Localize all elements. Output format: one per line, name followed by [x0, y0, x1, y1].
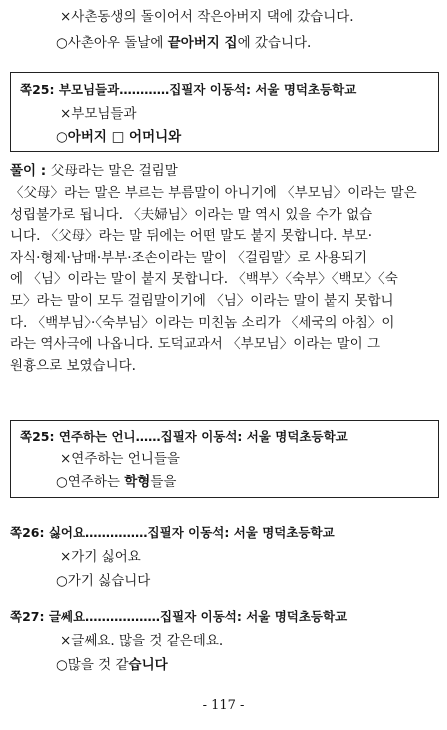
entry-2-right-bold: 학형 [124, 474, 151, 490]
entry-2-right-post: 들을 [150, 474, 177, 490]
top-right-bold: 끝아버지 집 [167, 35, 238, 51]
entry-4-heading: 쪽27: 글쎄요………………집필자 이동석: 서울 명덕초등학교 [10, 609, 348, 624]
entry-4-right-pre: ○많을 것 같 [56, 657, 129, 673]
explanation-row: 니다. 〈父母〉라는 말 뒤에는 어떤 말도 붙지 못합니다. 부모· [10, 228, 373, 245]
entry-2-heading: 쪽25: 연주하는 언니……집필자 이동석: 서울 명덕초등학교 [20, 429, 348, 444]
entry-1-right: ○아버지 □ 어머니와 [56, 129, 182, 145]
entry-4-right [56, 656, 168, 674]
top-right-post: 에 갔습니다. [237, 35, 312, 51]
entry-1-heading: 쪽25: 부모님들과…………집필자 이동석: 서울 명덕초등학교 [20, 82, 357, 97]
explanation-row: 자식·형제·남매·부부·조손이라는 말이 〈걸림말〉로 사용되기 [10, 249, 367, 266]
entry-3-right: ○가기 싫습니다 [56, 573, 151, 589]
explanation-row: 에 〈님〉이라는 말이 붙지 못합니다. 〈백부〉〈숙부〉〈백모〉〈숙 [10, 271, 398, 288]
explanation-paragraph [10, 183, 438, 377]
entry-4-wrong: ×글쎄요. 많을 것 같은데요. [60, 633, 224, 649]
explanation-lead-line [10, 162, 178, 180]
page-number: - 117 - [202, 698, 245, 713]
top-right-pre: ○사촌아우 돌날에 [56, 35, 168, 51]
entry-2-right [56, 473, 176, 491]
entry-1-wrong: ×부모님들과 [60, 106, 137, 122]
entry-2-wrong: ×연주하는 언니들을 [60, 451, 180, 467]
explanation-row: 다. 〈백부님〉·〈숙부님〉이라는 미친놈 소리가 〈세국의 아침〉이 [10, 314, 395, 331]
explanation-label: 풀이 : [10, 163, 51, 179]
entry-3-wrong: ×가기 싫어요 [60, 549, 141, 565]
explanation-row: 모〉라는 말이 모두 걸림말이기에 〈님〉이라는 말이 붙지 못합니 [10, 292, 394, 309]
explanation-lead: 父母라는 말은 걸림말 [50, 163, 178, 179]
entry-4-right-bold: 습니다 [128, 657, 168, 673]
entry-2-right-pre: ○연주하는 [56, 474, 125, 490]
entry-3-heading: 쪽26: 싫어요……………집필자 이동석: 서울 명덕초등학교 [10, 525, 335, 540]
explanation-row: 원흉으로 보였습니다. [10, 357, 136, 374]
explanation-row: 성립불가로 됩니다. 〈夫婦님〉이라는 말 역시 있을 수가 없습 [10, 206, 373, 223]
top-wrong-line: ×사촌동생의 돌이어서 작은아버지 댁에 갔습니다. [60, 9, 354, 25]
explanation-row: 라는 역사극에 나옵니다. 도덕교과서 〈부모님〉이라는 말이 그 [10, 336, 381, 353]
top-right-line [56, 34, 311, 52]
explanation-row: 〈父母〉라는 말은 부르는 부름말이 아니기에 〈부모님〉이라는 말은 [10, 185, 417, 201]
